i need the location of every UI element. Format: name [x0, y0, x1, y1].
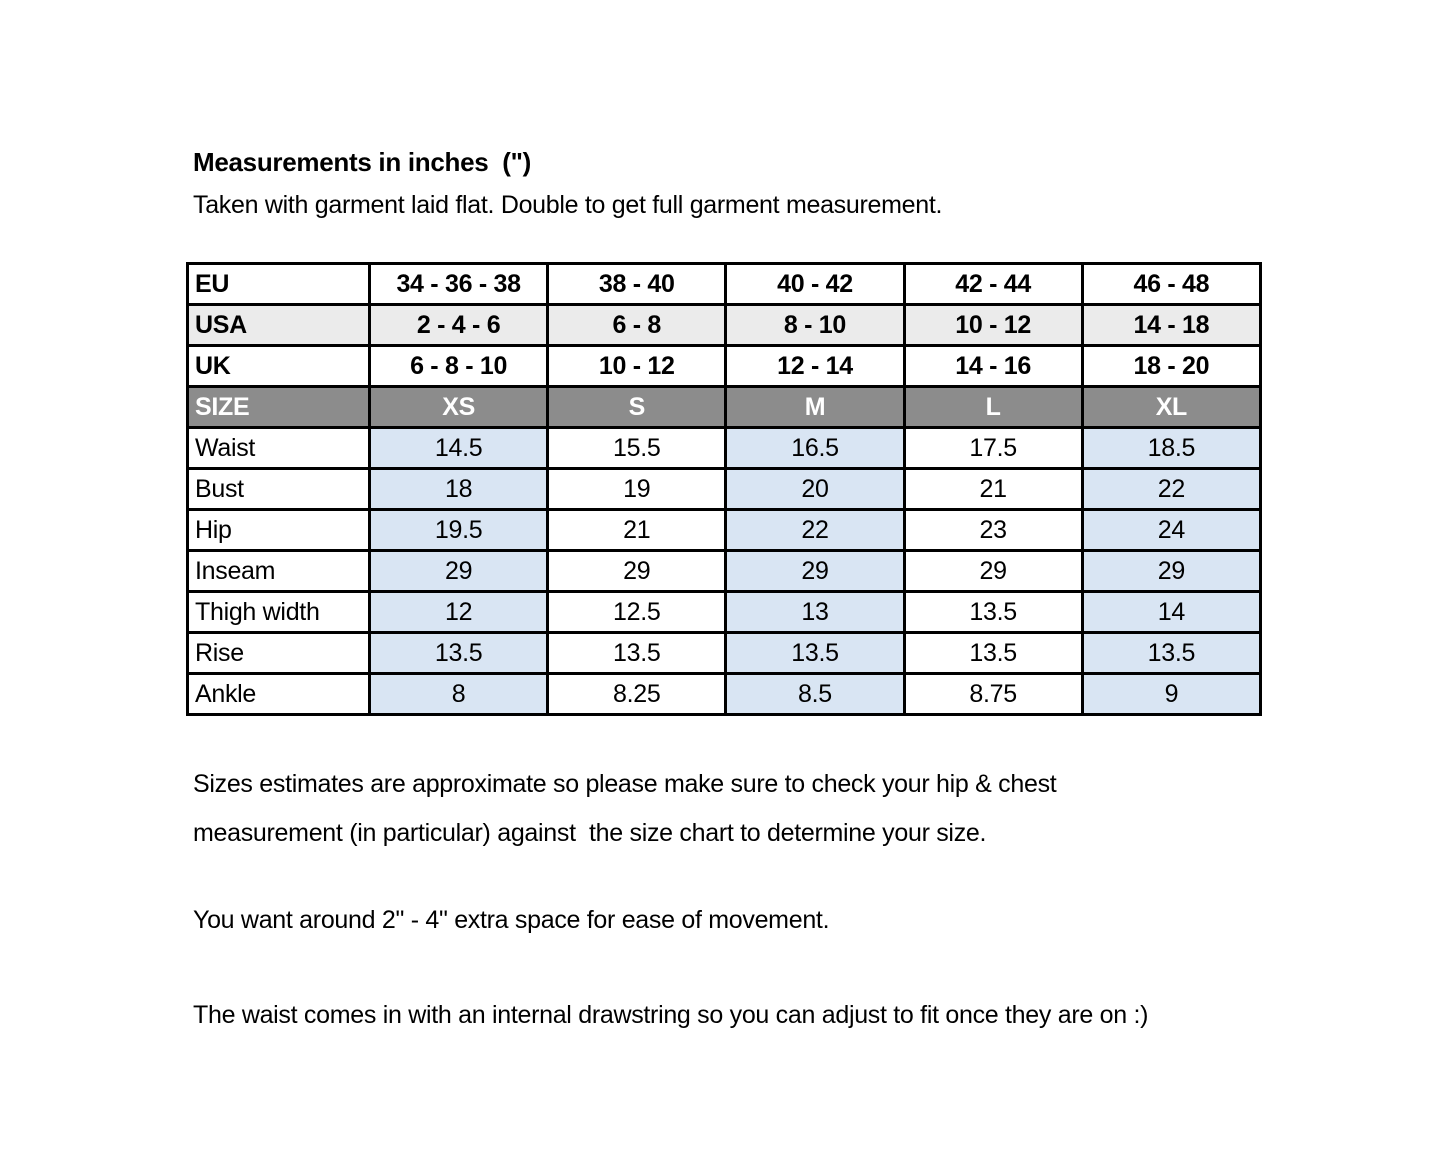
value-cell: 22	[1082, 469, 1260, 510]
value-cell: 8.25	[548, 674, 726, 715]
table-row-usa	[188, 305, 1261, 346]
table-row-thigh-width	[188, 592, 1261, 633]
value-cell: 13.5	[1082, 633, 1260, 674]
value-cell: 24	[1082, 510, 1260, 551]
row-label-cell: SIZE	[188, 387, 370, 428]
value-cell: 13	[726, 592, 904, 633]
value-cell: 12 - 14	[726, 346, 904, 387]
value-cell: 18 - 20	[1082, 346, 1260, 387]
value-cell: 19	[548, 469, 726, 510]
table-row-rise	[188, 633, 1261, 674]
row-label-cell: USA	[188, 305, 370, 346]
value-cell: 12	[370, 592, 548, 633]
size-header-cell: L	[904, 387, 1082, 428]
row-label-cell: Inseam	[188, 551, 370, 592]
table-row-bust	[188, 469, 1261, 510]
size-header-cell: XS	[370, 387, 548, 428]
table-row-size-header	[188, 387, 1261, 428]
value-cell: 9	[1082, 674, 1260, 715]
table-row-hip	[188, 510, 1261, 551]
value-cell: 21	[904, 469, 1082, 510]
row-label-cell: UK	[188, 346, 370, 387]
value-cell: 8.5	[726, 674, 904, 715]
value-cell: 13.5	[726, 633, 904, 674]
value-cell: 13.5	[904, 633, 1082, 674]
value-cell: 34 - 36 - 38	[370, 264, 548, 305]
row-label-cell: Thigh width	[188, 592, 370, 633]
value-cell: 10 - 12	[548, 346, 726, 387]
size-header-cell: XL	[1082, 387, 1260, 428]
size-chart-table	[186, 262, 1262, 716]
value-cell: 20	[726, 469, 904, 510]
value-cell: 46 - 48	[1082, 264, 1260, 305]
size-header-cell: S	[548, 387, 726, 428]
value-cell: 22	[726, 510, 904, 551]
page-title: Measurements in inches (")	[193, 147, 531, 177]
row-label-cell: Hip	[188, 510, 370, 551]
value-cell: 16.5	[726, 428, 904, 469]
value-cell: 42 - 44	[904, 264, 1082, 305]
value-cell: 6 - 8	[548, 305, 726, 346]
value-cell: 2 - 4 - 6	[370, 305, 548, 346]
value-cell: 29	[904, 551, 1082, 592]
value-cell: 21	[548, 510, 726, 551]
row-label-cell: Bust	[188, 469, 370, 510]
table-row-waist	[188, 428, 1261, 469]
row-label-cell: EU	[188, 264, 370, 305]
value-cell: 12.5	[548, 592, 726, 633]
value-cell: 17.5	[904, 428, 1082, 469]
value-cell: 14.5	[370, 428, 548, 469]
value-cell: 13.5	[904, 592, 1082, 633]
value-cell: 29	[370, 551, 548, 592]
value-cell: 13.5	[548, 633, 726, 674]
value-cell: 18	[370, 469, 548, 510]
row-label-cell: Waist	[188, 428, 370, 469]
value-cell: 29	[548, 551, 726, 592]
value-cell: 8.75	[904, 674, 1082, 715]
table-row-eu	[188, 264, 1261, 305]
size-header-cell: M	[726, 387, 904, 428]
value-cell: 8	[370, 674, 548, 715]
row-label-cell: Rise	[188, 633, 370, 674]
note-drawstring: The waist comes in with an internal drawstring so you can adjust to fit once they are on :)	[193, 1001, 1149, 1029]
value-cell: 29	[1082, 551, 1260, 592]
value-cell: 23	[904, 510, 1082, 551]
value-cell: 19.5	[370, 510, 548, 551]
value-cell: 14	[1082, 592, 1260, 633]
page-subtitle: Taken with garment laid flat. Double to get full garment measurement.	[193, 191, 943, 219]
value-cell: 14 - 16	[904, 346, 1082, 387]
value-cell: 6 - 8 - 10	[370, 346, 548, 387]
table-row-ankle	[188, 674, 1261, 715]
value-cell: 29	[726, 551, 904, 592]
note-fit: Sizes estimates are approximate so please make sure to check your hip & chest measurement (in particular) against the size chart to determine your size.	[193, 770, 1064, 847]
note-ease: You want around 2" - 4" extra space for ease of movement.	[193, 906, 830, 934]
value-cell: 40 - 42	[726, 264, 904, 305]
value-cell: 38 - 40	[548, 264, 726, 305]
row-label-cell: Ankle	[188, 674, 370, 715]
value-cell: 13.5	[370, 633, 548, 674]
value-cell: 14 - 18	[1082, 305, 1260, 346]
value-cell: 15.5	[548, 428, 726, 469]
table-row-inseam	[188, 551, 1261, 592]
table-row-uk	[188, 346, 1261, 387]
value-cell: 8 - 10	[726, 305, 904, 346]
value-cell: 18.5	[1082, 428, 1260, 469]
value-cell: 10 - 12	[904, 305, 1082, 346]
